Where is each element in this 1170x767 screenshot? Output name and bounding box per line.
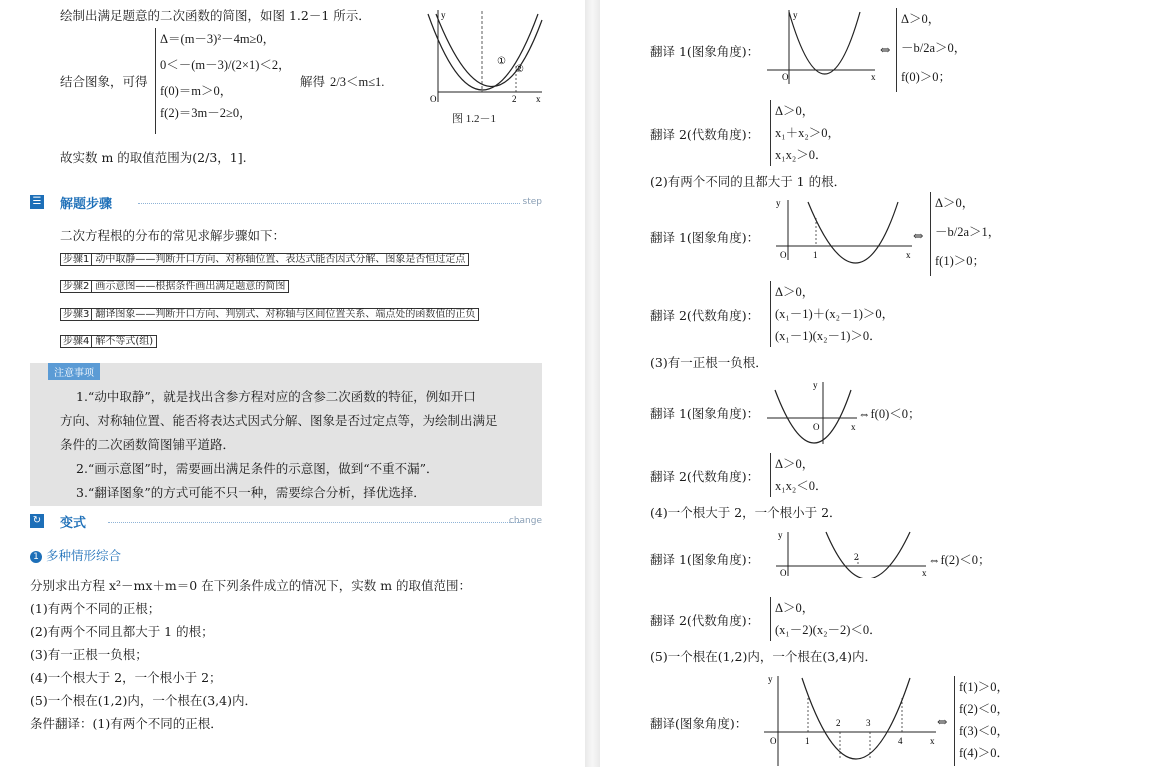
system-line: f(2)＜0， <box>959 702 1009 716</box>
y-label: y <box>813 380 818 390</box>
case3-graph-condition: ⇔f(0)＜0； <box>858 407 921 421</box>
system-line: (x₁－2)(x₂－2)＜0． <box>775 623 882 637</box>
curve-1 <box>428 14 538 90</box>
case2-title: (2)有两个不同的且都大于 1 的根． <box>650 174 847 189</box>
system-line: x₁x₂＜0． <box>775 479 828 493</box>
right-page <box>600 0 1170 767</box>
y-label: y <box>776 198 781 208</box>
note-line-2: 方向、对称轴位置、能否将表达式因式分解、图象是否过定点等，为绘制出满足 <box>60 413 498 428</box>
section-steps-tag: step <box>522 197 542 207</box>
iff-icon: ⇔ <box>880 42 891 57</box>
case2-graph-label: 翻译 1(图象角度)： <box>650 230 760 245</box>
system-line: x₁＋x₂＞0， <box>775 126 840 140</box>
section-rule <box>108 522 520 523</box>
origin-label: O <box>780 250 787 260</box>
parabola <box>802 678 910 759</box>
system-line: x₁x₂＞0． <box>775 148 828 162</box>
step-text: 画示意图——根据条件画出满足题意的简图 <box>92 280 289 293</box>
problem-item-4: (4)一个根大于 2，一个根小于 2； <box>30 670 222 685</box>
parabola <box>775 390 851 443</box>
case5-graph-label: 翻译(图象角度)： <box>650 716 748 731</box>
curve-1-label: ① <box>497 56 506 67</box>
curve-2 <box>436 14 542 87</box>
solve-label: 解得 <box>300 74 326 89</box>
parabola <box>808 202 898 263</box>
step-label: 步骤3 <box>60 308 92 321</box>
problem-statement: 分别求出方程 x²－mx＋m＝0 在下列条件成立的情况下，实数 m 的取值范围： <box>30 578 472 593</box>
step-text: 动中取静——判断开口方向、对称轴位置、表达式能否因式分解、图象是否恒过定点 <box>92 253 469 266</box>
parabola <box>789 12 860 74</box>
x-label: x <box>930 736 935 746</box>
system-line: f(1)＞0； <box>935 254 985 268</box>
tick-4-label: 4 <box>898 736 903 746</box>
note-line-5: 3.“翻译图象”的方式可能不只一种，需要综合分析，择优选择． <box>76 485 426 500</box>
tick-1-label: 1 <box>813 250 818 260</box>
system-line: (x₁－1)(x₂－1)＞0． <box>775 329 882 343</box>
case5-title: (5)一个根在(1,2)内，一个根在(3,4)内． <box>650 649 877 664</box>
note-line-3: 条件的二次函数简图铺平道路． <box>60 437 236 452</box>
figure-caption: 图 1.2－1 <box>452 113 496 125</box>
step-label: 步骤2 <box>60 280 92 293</box>
origin-label: O <box>430 94 437 104</box>
step-row-2 <box>60 277 289 292</box>
case1-alg-system <box>770 100 840 166</box>
origin-label: O <box>780 568 787 578</box>
note-tag: 注意事项 <box>48 363 100 380</box>
sub-heading-text: 多种情形综合 <box>46 548 122 563</box>
condition-discriminant: Δ＝(m－3)²－4m≥0， <box>160 32 276 46</box>
y-label: y <box>793 10 798 20</box>
case2-alg-label: 翻译 2(代数角度)： <box>650 308 760 323</box>
system-line: －b/2a＞0， <box>901 41 967 55</box>
case4-graph-condition: ⇔f(2)＜0； <box>928 553 991 567</box>
iff-icon: ⇔ <box>913 228 924 243</box>
system-line: Δ＞0， <box>935 196 975 210</box>
step-row-3 <box>60 305 479 320</box>
iff-icon: ⇔ <box>937 714 948 729</box>
tick-2-label: 2 <box>512 94 517 104</box>
case3-alg-system <box>770 453 827 497</box>
case1-alg-label: 翻译 2(代数角度)： <box>650 127 760 142</box>
note-line-1: 1.“动中取静”，就是找出含参方程对应的含参二次函数的特征，例如开口 <box>76 389 476 404</box>
x-label: x <box>922 568 927 578</box>
system-line: Δ＞0， <box>775 601 815 615</box>
condition-f2: f(2)＝3m－2≥0， <box>160 106 252 120</box>
note-box <box>30 363 542 506</box>
system-line: (x₁－1)＋(x₂－1)＞0， <box>775 307 895 321</box>
problem-item-3: (3)有一正根一负根； <box>30 647 148 662</box>
step-label: 步骤4 <box>60 335 92 348</box>
system-line: Δ＞0， <box>901 12 941 26</box>
origin-label: O <box>782 72 789 82</box>
section-change-header <box>30 512 542 532</box>
case4-alg-system <box>770 597 882 641</box>
case2-graph-system <box>930 192 1000 276</box>
case3-graph-label: 翻译 1(图象角度)： <box>650 406 760 421</box>
step-row-4 <box>60 332 157 347</box>
y-label: y <box>778 530 783 540</box>
section-change-tag: change <box>508 516 542 526</box>
case3-alg-label: 翻译 2(代数角度)： <box>650 469 760 484</box>
system-line: Δ＞0， <box>775 457 815 471</box>
combine-label: 结合图象，可得 <box>60 74 148 89</box>
origin-label: O <box>813 422 820 432</box>
system-line: Δ＞0， <box>775 285 815 299</box>
section-steps-header <box>30 193 542 213</box>
system-line: f(1)＞0， <box>959 680 1009 694</box>
tick-1-label: 1 <box>805 736 810 746</box>
case4-graph-label: 翻译 1(图象角度)： <box>650 552 760 567</box>
list-icon: ☰ <box>30 195 44 209</box>
figure-1-2-1 <box>420 6 545 106</box>
intro-line: 绘制出满足题意的二次函数的简图，如图 1.2－1 所示． <box>60 8 371 23</box>
y-label: y <box>768 674 773 684</box>
case5-graph-system <box>954 676 1009 766</box>
x-label: x <box>906 250 911 260</box>
section-change-title: 变式 <box>60 516 87 531</box>
x-label: x <box>536 94 541 104</box>
x-label: x <box>851 422 856 432</box>
case4-alg-label: 翻译 2(代数角度)： <box>650 613 760 628</box>
step-row-1 <box>60 250 469 265</box>
system-line: －b/2a＞1， <box>935 225 1001 239</box>
condition-f0: f(0)＝m＞0， <box>160 84 233 98</box>
sub-heading <box>30 546 121 564</box>
case4-title: (4)一个根大于 2，一个根小于 2． <box>650 505 842 520</box>
case4-graph <box>770 528 930 578</box>
conclusion: 故实数 m 的取值范围为(2/3，1]. <box>60 150 247 165</box>
system-line: f(3)＜0， <box>959 724 1009 738</box>
parabola <box>826 532 910 578</box>
case2-graph <box>770 194 915 266</box>
step-text: 解不等式(组) <box>92 335 157 348</box>
case2-alg-system <box>770 281 894 347</box>
step-text: 翻译图象——判断开口方向、判别式、对称轴与区间位置关系、端点处的函数值的正负 <box>92 308 479 321</box>
problem-item-5: (5)一个根在(1,2)内，一个根在(3,4)内． <box>30 693 257 708</box>
change-icon: ↻ <box>30 514 44 528</box>
case3-graph <box>765 378 860 448</box>
curve-2-label: ② <box>515 64 524 75</box>
system-line: Δ＞0， <box>775 104 815 118</box>
case1-graph-system <box>896 8 966 92</box>
system-line: f(0)＞0； <box>901 70 951 84</box>
sub-heading-num: 1 <box>30 551 42 563</box>
steps-intro: 二次方程根的分布的常见求解步骤如下： <box>60 228 286 243</box>
note-line-4: 2.“画示意图”时，需要画出满足条件的示意图，做到“不重不漏”． <box>76 461 439 476</box>
case5-graph <box>760 670 940 767</box>
case3-title: (3)有一正根一负根． <box>650 355 768 370</box>
origin-label: O <box>770 736 777 746</box>
case1-graph <box>765 6 880 86</box>
tick-2-label: 2 <box>836 718 841 728</box>
x-label: x <box>871 72 876 82</box>
condition-axis: 0＜－(m－3)/(2×1)＜2， <box>160 58 291 72</box>
section-steps-title: 解题步骤 <box>60 197 113 212</box>
solve-result: 2/3＜m≤1. <box>330 75 385 89</box>
case1-graph-label: 翻译 1(图象角度)： <box>650 44 760 59</box>
book-spine <box>585 0 600 767</box>
system-line: f(4)＞0． <box>959 746 1009 760</box>
problem-item-2: (2)有两个不同且都大于 1 的根； <box>30 624 214 639</box>
translation-start: 条件翻译：(1)有两个不同的正根． <box>30 716 223 731</box>
conditions-system <box>155 28 291 134</box>
tick-3-label: 3 <box>866 718 871 728</box>
section-rule <box>138 203 520 204</box>
y-label: y <box>441 10 446 20</box>
tick-2-label: 2 <box>854 552 859 562</box>
problem-item-1: (1)有两个不同的正根； <box>30 601 161 616</box>
step-label: 步骤1 <box>60 253 92 266</box>
